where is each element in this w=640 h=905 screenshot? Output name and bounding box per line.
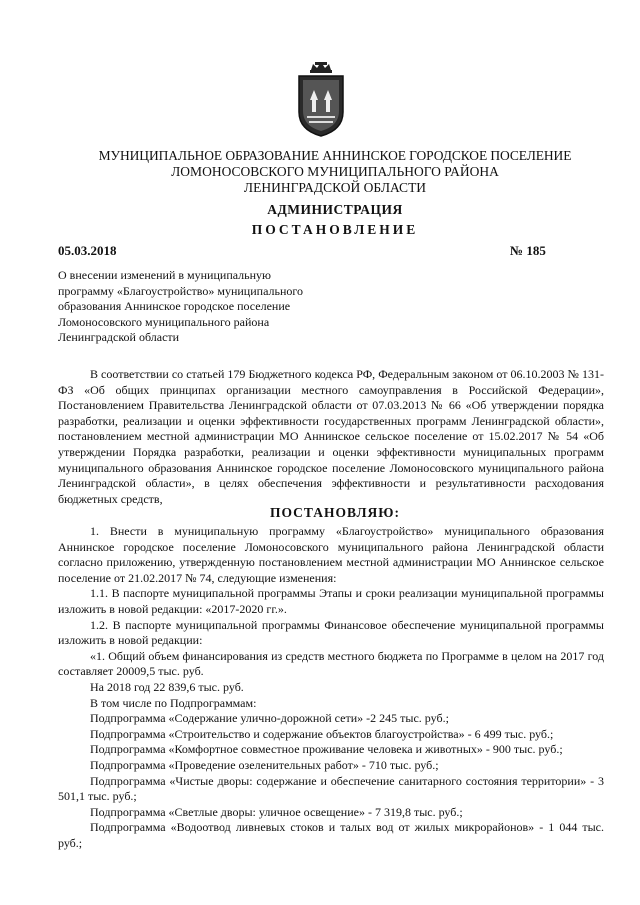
decree-item: 1. Внести в муниципальную программу «Благоустройство» муниципального образования Аннинское городское поселение Ломоносовского муниципального района Ленинградской области согласно приложению, утвержденную постановлением местной администрации МО Аннинское сельское поселение от 21.02.2017 № 74, следующие изменения: (58, 524, 604, 585)
resolve-heading: ПОСТАНОВЛЯЮ: (270, 505, 400, 520)
subject-line: Ломоносовского муниципального района (58, 314, 270, 329)
subprogram-drain: Подпрограмма «Водоотвод ливневых стоков и талых вод от жилых микрорайонов» - 1 044 тыс. руб.; (58, 820, 604, 850)
decree-number: № 185 (510, 243, 546, 258)
subprogram-clean-yards: Подпрограмма «Чистые дворы: содержание и обеспечение санитарного состояния территории» - 3 501,1 тыс. руб.; (58, 773, 604, 804)
funding-line: Подпрограмма «Строительство и содержание объектов благоустройства» - 6 499 тыс. руб.; (90, 726, 554, 741)
funding-line: В том числе по Подпрограммам: (90, 695, 257, 710)
decree-date: 05.03.2018 (58, 243, 117, 258)
subject-line: Ленинградской области (58, 330, 180, 344)
org-name-line-3: ЛЕНИНГРАДСКОЙ ОБЛАСТИ (243, 180, 427, 195)
funding-line: Подпрограмма «Содержание улично-дорожной сети» -2 245 тыс. руб.; (90, 711, 449, 726)
subject-line: образования Аннинское городское поселение (58, 299, 291, 313)
funding-line: Подпрограмма «Комфортное совместное проживание человека и животных» - 900 тыс. руб.; (90, 742, 563, 757)
subprogram-light: Подпрограмма «Светлые дворы: уличное освещение» - 7 319,8 тыс. руб.; (90, 804, 463, 819)
decree-heading: ПОСТАНОВЛЕНИЕ (251, 222, 419, 237)
org-name-line-1: МУНИЦИПАЛЬНОЕ ОБРАЗОВАНИЕ АННИНСКОЕ ГОРОДСКОЕ ПОСЕЛЕНИЕ (98, 148, 572, 163)
decree-item: 1.1. В паспорте муниципальной программы Этапы и сроки реализации муниципальной программы изложить в новой редакции: «2017-2020 гг.». (58, 586, 604, 616)
org-name-line-2: ЛОМОНОСОВСКОГО МУНИЦИПАЛЬНОГО РАЙОНА (171, 164, 499, 179)
decree-items (58, 524, 604, 851)
decree-item: «1. Общий объем финансирования из средств местного бюджета по Программе в целом на 2017 год составляет 20009,5 тыс. руб. (58, 648, 604, 679)
subject-line: программу «Благоустройство» муниципального (58, 283, 304, 298)
decree-item: 1.2. В паспорте муниципальной программы Финансовое обеспечение муниципальной программы изложить в новой редакции: (58, 617, 604, 648)
funding-line: Подпрограмма «Проведение озеленительных работ» - 710 тыс. руб.; (90, 757, 439, 772)
coat-of-arms-icon (295, 60, 347, 138)
decree-subject (58, 268, 358, 346)
subject-line: О внесении изменений в муниципальную (58, 268, 272, 282)
intro-paragraph: В соответствии со статьей 179 Бюджетного кодекса РФ, Федеральным законом от 06.10.2003 № 131-ФЗ «Об общих принципах организации местного самоуправления в Российской Федерации», Постановлением Правительства Ленинградской области от 07.03.2013 № 66 «Об утверждении порядка разработки, реализации и оценки эффективности государственных программ Ленинградской области», постановлением местной администрации МО Аннинское сельское поселение от 15.02.2017 № 54 «Об утверждении Порядка разработки, реализации и оценки эффективности муниципальных программ муниципального образования Аннинское городское поселение Ломоносовского муниципального района Ленинградской области», в целях обеспечения эффективности и результативности расходования бюджетных средств, (58, 367, 604, 506)
admin-heading: АДМИНИСТРАЦИЯ (267, 202, 403, 217)
funding-line: На 2018 год 22 839,6 тыс. руб. (90, 679, 244, 694)
